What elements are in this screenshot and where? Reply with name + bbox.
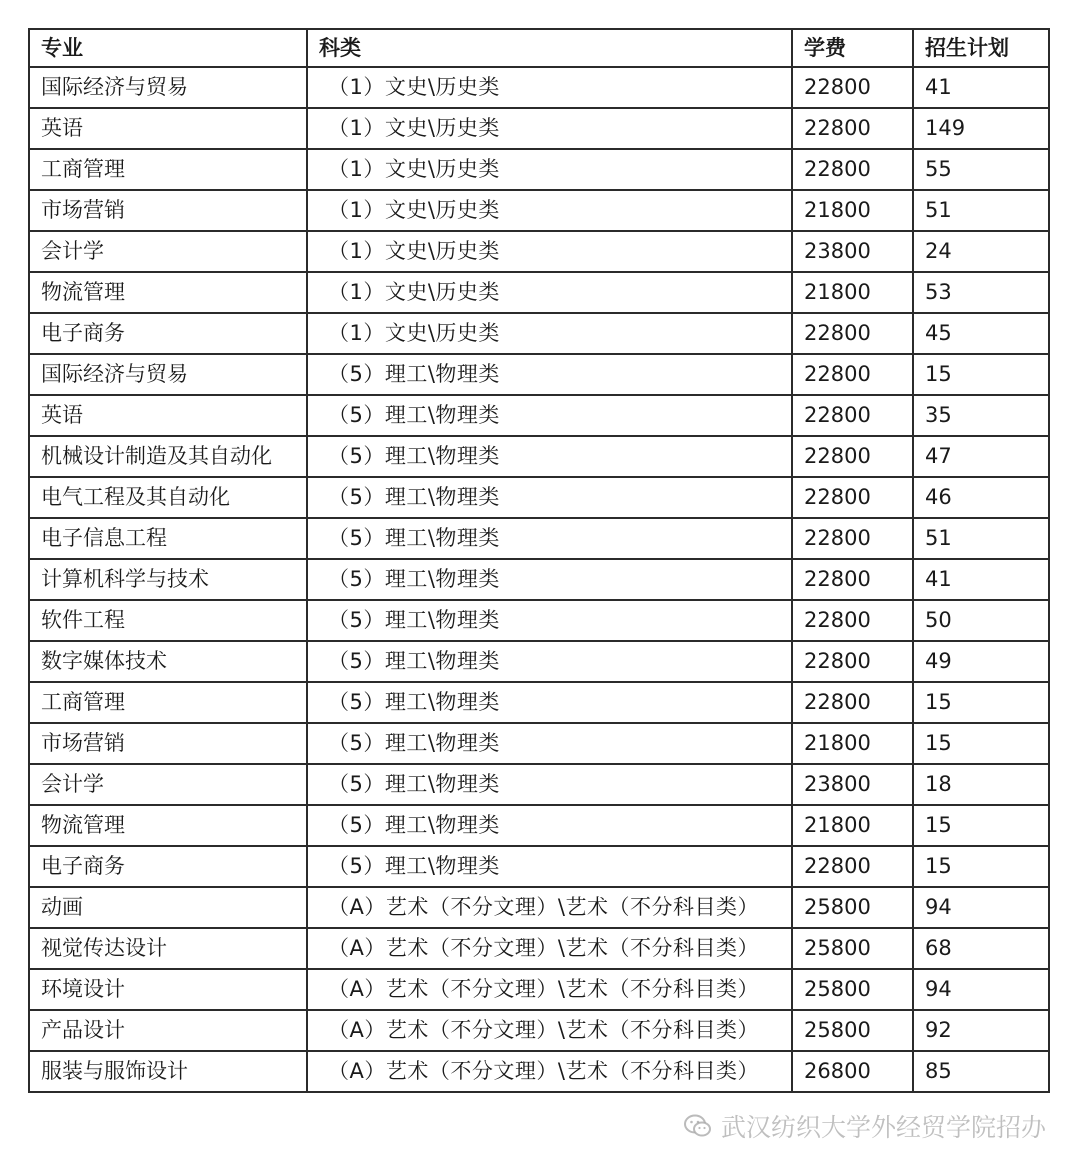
table-row bbox=[29, 272, 1049, 313]
cell-enrollment-plan: 15 bbox=[913, 682, 1049, 723]
cell-major: 国际经济与贸易 bbox=[29, 67, 307, 108]
cell-major: 电子商务 bbox=[29, 313, 307, 354]
cell-category: （1）文史\历史类 bbox=[307, 231, 792, 272]
cell-major: 电子信息工程 bbox=[29, 518, 307, 559]
table-row bbox=[29, 67, 1049, 108]
cell-enrollment-plan: 51 bbox=[913, 190, 1049, 231]
cell-category: （1）文史\历史类 bbox=[307, 190, 792, 231]
cell-major: 产品设计 bbox=[29, 1010, 307, 1051]
cell-major: 工商管理 bbox=[29, 149, 307, 190]
cell-enrollment-plan: 15 bbox=[913, 723, 1049, 764]
cell-category: （A）艺术（不分文理）\艺术（不分科目类） bbox=[307, 928, 792, 969]
admission-plan-table bbox=[28, 28, 1050, 1093]
cell-major: 动画 bbox=[29, 887, 307, 928]
cell-enrollment-plan: 94 bbox=[913, 887, 1049, 928]
cell-tuition: 22800 bbox=[792, 559, 913, 600]
cell-tuition: 22800 bbox=[792, 600, 913, 641]
cell-category: （5）理工\物理类 bbox=[307, 395, 792, 436]
table-row bbox=[29, 518, 1049, 559]
cell-category: （5）理工\物理类 bbox=[307, 641, 792, 682]
table-row bbox=[29, 477, 1049, 518]
table-row bbox=[29, 969, 1049, 1010]
cell-category: （5）理工\物理类 bbox=[307, 436, 792, 477]
cell-major: 电子商务 bbox=[29, 846, 307, 887]
cell-enrollment-plan: 15 bbox=[913, 354, 1049, 395]
header-major: 专业 bbox=[29, 29, 307, 67]
cell-category: （5）理工\物理类 bbox=[307, 477, 792, 518]
cell-major: 视觉传达设计 bbox=[29, 928, 307, 969]
cell-tuition: 22800 bbox=[792, 108, 913, 149]
cell-enrollment-plan: 41 bbox=[913, 559, 1049, 600]
header-category: 科类 bbox=[307, 29, 792, 67]
cell-major: 服装与服饰设计 bbox=[29, 1051, 307, 1092]
table-row bbox=[29, 1051, 1049, 1092]
table-body bbox=[29, 67, 1049, 1092]
cell-enrollment-plan: 46 bbox=[913, 477, 1049, 518]
cell-major: 英语 bbox=[29, 108, 307, 149]
cell-tuition: 22800 bbox=[792, 682, 913, 723]
cell-category: （A）艺术（不分文理）\艺术（不分科目类） bbox=[307, 887, 792, 928]
cell-major: 市场营销 bbox=[29, 723, 307, 764]
cell-category: （1）文史\历史类 bbox=[307, 313, 792, 354]
table-row bbox=[29, 600, 1049, 641]
cell-category: （5）理工\物理类 bbox=[307, 354, 792, 395]
cell-major: 国际经济与贸易 bbox=[29, 354, 307, 395]
cell-enrollment-plan: 47 bbox=[913, 436, 1049, 477]
admission-plan-table-container bbox=[28, 28, 1048, 1093]
cell-tuition: 25800 bbox=[792, 928, 913, 969]
cell-enrollment-plan: 149 bbox=[913, 108, 1049, 149]
cell-enrollment-plan: 55 bbox=[913, 149, 1049, 190]
cell-category: （1）文史\历史类 bbox=[307, 149, 792, 190]
cell-category: （A）艺术（不分文理）\艺术（不分科目类） bbox=[307, 1051, 792, 1092]
cell-tuition: 26800 bbox=[792, 1051, 913, 1092]
table-row bbox=[29, 805, 1049, 846]
cell-category: （5）理工\物理类 bbox=[307, 682, 792, 723]
cell-major: 英语 bbox=[29, 395, 307, 436]
cell-enrollment-plan: 15 bbox=[913, 805, 1049, 846]
cell-tuition: 25800 bbox=[792, 887, 913, 928]
cell-tuition: 25800 bbox=[792, 969, 913, 1010]
cell-category: （5）理工\物理类 bbox=[307, 764, 792, 805]
cell-tuition: 25800 bbox=[792, 1010, 913, 1051]
table-row bbox=[29, 641, 1049, 682]
cell-enrollment-plan: 94 bbox=[913, 969, 1049, 1010]
cell-category: （5）理工\物理类 bbox=[307, 559, 792, 600]
table-row bbox=[29, 1010, 1049, 1051]
cell-tuition: 21800 bbox=[792, 723, 913, 764]
cell-enrollment-plan: 24 bbox=[913, 231, 1049, 272]
cell-major: 环境设计 bbox=[29, 969, 307, 1010]
table-row bbox=[29, 764, 1049, 805]
cell-enrollment-plan: 15 bbox=[913, 846, 1049, 887]
cell-tuition: 22800 bbox=[792, 846, 913, 887]
watermark-text: 武汉纺织大学外经贸学院招办 bbox=[720, 1113, 1046, 1142]
table-row bbox=[29, 723, 1049, 764]
cell-category: （5）理工\物理类 bbox=[307, 723, 792, 764]
cell-enrollment-plan: 51 bbox=[913, 518, 1049, 559]
cell-major: 物流管理 bbox=[29, 272, 307, 313]
cell-major: 计算机科学与技术 bbox=[29, 559, 307, 600]
cell-major: 会计学 bbox=[29, 231, 307, 272]
header-tuition: 学费 bbox=[792, 29, 913, 67]
cell-category: （5）理工\物理类 bbox=[307, 518, 792, 559]
cell-enrollment-plan: 18 bbox=[913, 764, 1049, 805]
cell-tuition: 22800 bbox=[792, 518, 913, 559]
table-row bbox=[29, 354, 1049, 395]
table-row bbox=[29, 231, 1049, 272]
cell-tuition: 21800 bbox=[792, 190, 913, 231]
cell-category: （1）文史\历史类 bbox=[307, 67, 792, 108]
cell-category: （A）艺术（不分文理）\艺术（不分科目类） bbox=[307, 1010, 792, 1051]
cell-tuition: 22800 bbox=[792, 395, 913, 436]
cell-tuition: 22800 bbox=[792, 477, 913, 518]
cell-enrollment-plan: 68 bbox=[913, 928, 1049, 969]
table-row bbox=[29, 846, 1049, 887]
table-row bbox=[29, 108, 1049, 149]
table-row bbox=[29, 887, 1049, 928]
cell-tuition: 21800 bbox=[792, 272, 913, 313]
cell-major: 会计学 bbox=[29, 764, 307, 805]
table-row bbox=[29, 313, 1049, 354]
cell-tuition: 23800 bbox=[792, 231, 913, 272]
cell-major: 电气工程及其自动化 bbox=[29, 477, 307, 518]
cell-enrollment-plan: 35 bbox=[913, 395, 1049, 436]
wechat-icon bbox=[683, 1111, 713, 1141]
cell-tuition: 22800 bbox=[792, 354, 913, 395]
cell-enrollment-plan: 41 bbox=[913, 67, 1049, 108]
cell-category: （5）理工\物理类 bbox=[307, 600, 792, 641]
cell-major: 机械设计制造及其自动化 bbox=[29, 436, 307, 477]
cell-category: （A）艺术（不分文理）\艺术（不分科目类） bbox=[307, 969, 792, 1010]
table-row bbox=[29, 436, 1049, 477]
cell-category: （1）文史\历史类 bbox=[307, 272, 792, 313]
cell-tuition: 23800 bbox=[792, 764, 913, 805]
table-row bbox=[29, 395, 1049, 436]
header-enrollment-plan: 招生计划 bbox=[913, 29, 1049, 67]
cell-category: （5）理工\物理类 bbox=[307, 805, 792, 846]
cell-major: 工商管理 bbox=[29, 682, 307, 723]
cell-major: 软件工程 bbox=[29, 600, 307, 641]
cell-major: 数字媒体技术 bbox=[29, 641, 307, 682]
cell-enrollment-plan: 85 bbox=[913, 1051, 1049, 1092]
cell-enrollment-plan: 50 bbox=[913, 600, 1049, 641]
cell-enrollment-plan: 49 bbox=[913, 641, 1049, 682]
cell-category: （5）理工\物理类 bbox=[307, 846, 792, 887]
table-row bbox=[29, 559, 1049, 600]
cell-major: 物流管理 bbox=[29, 805, 307, 846]
cell-tuition: 22800 bbox=[792, 436, 913, 477]
cell-enrollment-plan: 92 bbox=[913, 1010, 1049, 1051]
watermark bbox=[683, 1108, 1046, 1144]
cell-tuition: 22800 bbox=[792, 149, 913, 190]
cell-tuition: 22800 bbox=[792, 641, 913, 682]
cell-tuition: 22800 bbox=[792, 313, 913, 354]
table-header-row bbox=[29, 29, 1049, 67]
cell-major: 市场营销 bbox=[29, 190, 307, 231]
cell-enrollment-plan: 53 bbox=[913, 272, 1049, 313]
cell-tuition: 22800 bbox=[792, 67, 913, 108]
cell-enrollment-plan: 45 bbox=[913, 313, 1049, 354]
cell-tuition: 21800 bbox=[792, 805, 913, 846]
table-row bbox=[29, 190, 1049, 231]
cell-category: （1）文史\历史类 bbox=[307, 108, 792, 149]
table-row bbox=[29, 928, 1049, 969]
table-row bbox=[29, 682, 1049, 723]
table-row bbox=[29, 149, 1049, 190]
